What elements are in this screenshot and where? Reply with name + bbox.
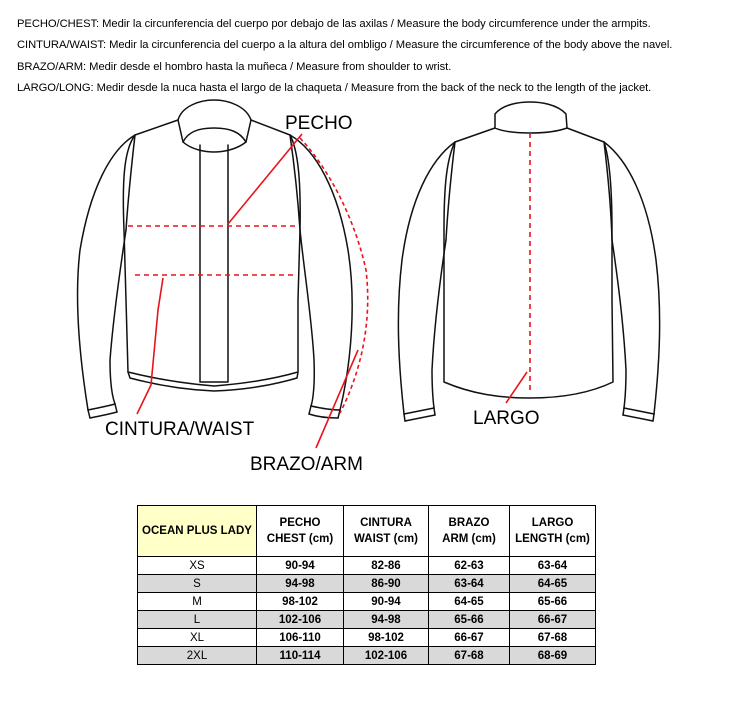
waist-header: CINTURA WAIST (cm) [344,506,429,557]
arm-measure-line [300,138,368,448]
front-jacket-drawing [78,100,353,418]
chest-cell: 94-98 [257,575,344,593]
length-cell: 64-65 [510,575,596,593]
chest-cell: 106-110 [257,629,344,647]
back-jacket-drawing [398,102,659,421]
label-pecho: PECHO [285,113,353,134]
table-header-row [138,506,596,557]
waist-cell: 86-90 [344,575,429,593]
instruction-length: LARGO/LONG: Medir desde la nuca hasta el largo de la chaqueta / Measure from the back of the neck to the length of the jacket. [17,82,652,95]
arm-header: BRAZO ARM (cm) [429,506,510,557]
size-cell: XS [138,557,257,575]
chest-measure-line [128,134,302,226]
size-chart-table [137,505,596,665]
arm-cell: 64-65 [429,593,510,611]
label-brazo-arm: BRAZO/ARM [250,454,363,475]
length-header: LARGO LENGTH (cm) [510,506,596,557]
model-name-header: OCEAN PLUS LADY [138,506,257,557]
instruction-waist: CINTURA/WAIST: Medir la circunferencia del cuerpo a la altura del ombligo / Measure the circumference of the body above the navel. [17,39,673,52]
arm-cell: 65-66 [429,611,510,629]
waist-cell: 82-86 [344,557,429,575]
label-cintura-waist: CINTURA/WAIST [105,419,255,440]
length-cell: 63-64 [510,557,596,575]
table-row [138,593,596,611]
length-cell: 65-66 [510,593,596,611]
arm-cell: 63-64 [429,575,510,593]
chest-cell: 98-102 [257,593,344,611]
waist-cell: 98-102 [344,629,429,647]
instruction-chest: PECHO/CHEST: Medir la circunferencia del cuerpo por debajo de las axilas / Measure the body circumference under the armpits. [17,18,651,30]
chest-header: PECHO CHEST (cm) [257,506,344,557]
waist-measure-line [135,275,296,414]
waist-cell: 102-106 [344,647,429,665]
length-cell: 68-69 [510,647,596,665]
arm-cell: 62-63 [429,557,510,575]
table-row [138,629,596,647]
chest-cell: 90-94 [257,557,344,575]
label-largo: LARGO [473,408,540,429]
table-row [138,575,596,593]
table-row [138,557,596,575]
length-measure-line [506,133,530,403]
waist-cell: 90-94 [344,593,429,611]
chest-cell: 110-114 [257,647,344,665]
table-row [138,647,596,665]
length-cell: 66-67 [510,611,596,629]
size-cell: XL [138,629,257,647]
instruction-arm: BRAZO/ARM: Medir desde el hombro hasta la muñeca / Measure from shoulder to wrist. [17,60,452,73]
table-row [138,611,596,629]
chest-cell: 102-106 [257,611,344,629]
arm-cell: 67-68 [429,647,510,665]
length-cell: 67-68 [510,629,596,647]
size-cell: M [138,593,257,611]
size-cell: 2XL [138,647,257,665]
waist-cell: 94-98 [344,611,429,629]
arm-cell: 66-67 [429,629,510,647]
size-cell: L [138,611,257,629]
size-cell: S [138,575,257,593]
